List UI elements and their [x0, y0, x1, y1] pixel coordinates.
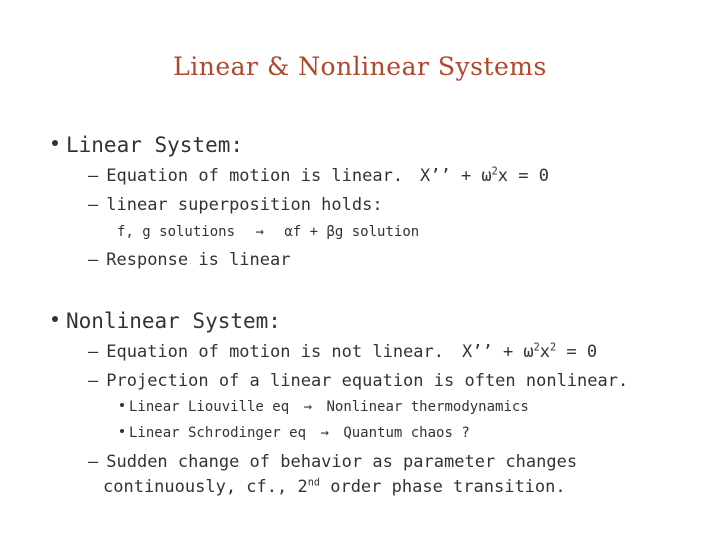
linear-superposition-detail — [117, 224, 419, 240]
sudden-line2-part: order phase transition. — [319, 477, 566, 497]
linear-heading: Linear System: — [66, 133, 244, 157]
dash-icon: – — [88, 250, 99, 270]
nonlinear-eq-motion — [88, 342, 444, 362]
dash-icon: – — [88, 452, 99, 472]
formula-part: x = 0 — [497, 166, 549, 186]
linear-response-text: Response is linear — [106, 250, 291, 270]
detail-a: f, g solutions — [117, 224, 236, 240]
arrow-icon: → — [303, 399, 313, 415]
formula-sup: 2 — [550, 342, 557, 354]
formula-sup: 2 — [533, 342, 540, 354]
bullet-dot-icon — [52, 316, 58, 322]
linear-superposition-text: linear superposition holds: — [106, 195, 383, 215]
detail-b: αf + βg solution — [284, 224, 420, 240]
nonlinear-sub-item — [120, 399, 529, 415]
dash-icon: – — [88, 166, 99, 186]
bullet-nonlinear-system — [52, 309, 281, 333]
formula-part: = 0 — [556, 342, 598, 362]
linear-response — [88, 250, 290, 270]
formula-part: X’’ + ω — [420, 166, 492, 186]
nonlinear-sudden-line1: Sudden change of behavior as parameter changes — [106, 452, 578, 472]
formula-sup: 2 — [491, 166, 498, 178]
nonlinear-projection — [88, 371, 628, 391]
ordinal-sup: nd — [307, 477, 320, 489]
sub-item-right: Nonlinear thermodynamics — [326, 399, 529, 415]
linear-eq-formula — [420, 166, 549, 186]
nonlinear-sudden-change-cont — [103, 477, 566, 497]
nonlinear-sub-item — [120, 425, 470, 441]
slide-title: Linear & Nonlinear Systems — [173, 52, 547, 81]
dash-icon: – — [88, 342, 99, 362]
nonlinear-eq-formula — [462, 342, 597, 362]
nonlinear-eq-motion-text: Equation of motion is not linear. — [106, 342, 445, 362]
bullet-dot-icon — [52, 140, 58, 146]
bullet-dot-icon — [120, 429, 124, 433]
nonlinear-sudden-change — [88, 452, 577, 472]
nonlinear-projection-text: Projection of a linear equation is often nonlinear. — [106, 371, 629, 391]
formula-part: X’’ + ω — [462, 342, 534, 362]
linear-superposition — [88, 195, 383, 215]
arrow-icon: → — [320, 425, 329, 441]
dash-icon: – — [88, 371, 99, 391]
bullet-dot-icon — [120, 403, 124, 407]
nonlinear-heading: Nonlinear System: — [66, 309, 281, 333]
dash-icon: – — [88, 195, 99, 215]
linear-eq-motion-text: Equation of motion is linear. — [106, 166, 404, 186]
bullet-linear-system — [52, 133, 243, 157]
sub-item-left: Linear Liouville eq — [129, 399, 290, 415]
linear-eq-motion — [88, 166, 403, 186]
arrow-icon: → — [255, 224, 264, 240]
formula-part: x — [539, 342, 551, 362]
sub-item-left: Linear Schrodinger eq — [129, 425, 307, 441]
sub-item-right: Quantum chaos ? — [343, 425, 470, 441]
sudden-line2-part: continuously, cf., 2 — [103, 477, 308, 497]
